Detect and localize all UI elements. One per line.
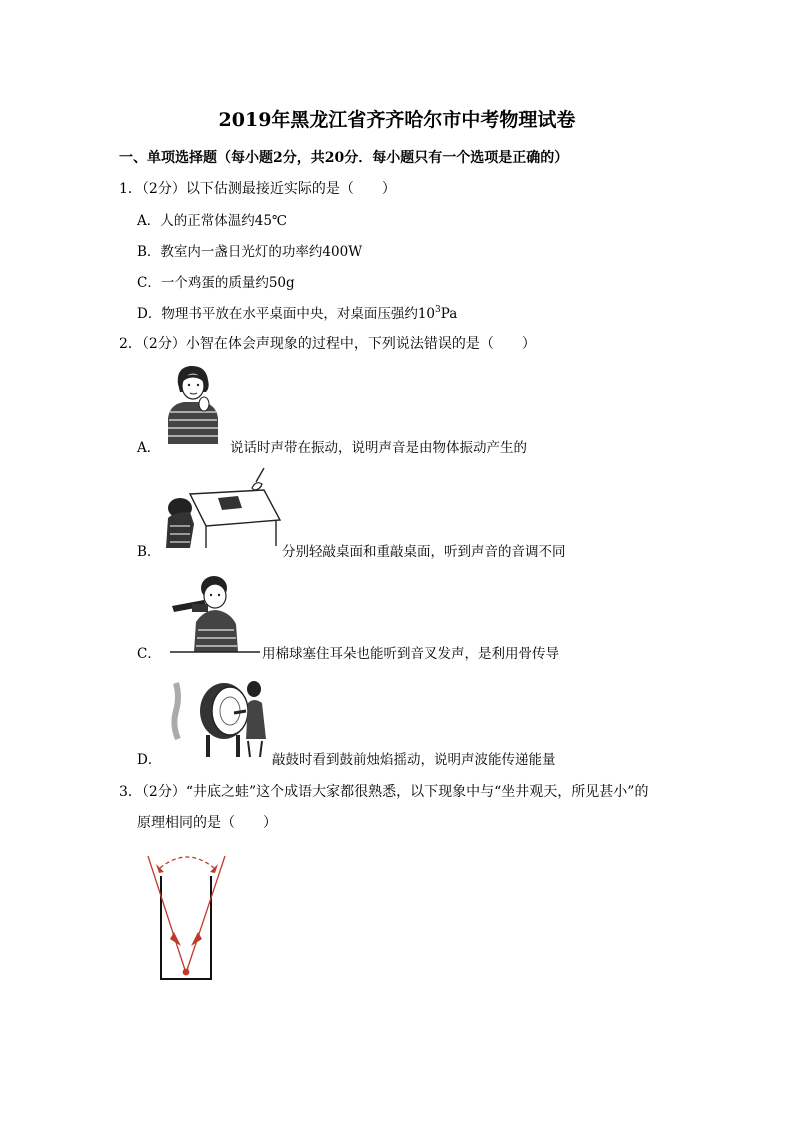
question-2-option-a-text: 说话时声带在振动，说明声音是由物体振动产生的: [230, 440, 527, 456]
question-1-option-d: D．物理书平放在水平桌面中央，对桌面压强约$10^3Pa$: [137, 305, 458, 322]
question-2-option-c-letter: C．: [137, 646, 161, 662]
question-2-stem: 2．（2分）小智在体会声现象的过程中，下列说法错误的是（ ）: [119, 336, 536, 352]
section-heading: 一、单项选择题（每小题2分，共20分．每小题只有一个选项是正确的）: [119, 150, 569, 166]
question-2-option-c-text: 用棉球塞住耳朵也能听到音叉发声，是利用骨传导: [262, 646, 559, 662]
drum-candle-figure: [162, 677, 272, 759]
page-title: 2019年黑龙江省齐齐哈尔市中考物理试卷: [218, 109, 576, 131]
question-2-option-d-text: 敲鼓时看到鼓前烛焰摇动，说明声波能传递能量: [272, 752, 556, 768]
question-2-option-d-letter: D．: [137, 752, 162, 768]
question-2-option-a-letter: A．: [137, 440, 161, 456]
exponent: 3: [435, 305, 441, 315]
desk-knocking-figure: [160, 468, 282, 550]
question-2-option-b-text: 分别轻敲桌面和重敲桌面，听到声音的音调不同: [282, 544, 566, 560]
question-3-stem-line-1: 3．（2分）“井底之蛙”这个成语大家都很熟悉，以下现象中与“坐井观天，所见甚小”的: [119, 784, 649, 800]
question-1-option-a: A．人的正常体温约45℃: [137, 213, 288, 229]
question-1-option-c: C．一个鸡蛋的质量约50g: [137, 275, 295, 291]
tuning-fork-figure: [170, 570, 260, 654]
question-3-stem-line-2: 原理相同的是（ ）: [137, 815, 277, 831]
well-view-diagram: [140, 848, 240, 982]
question-2-option-b-letter: B．: [137, 544, 161, 560]
speaking-person-figure: [160, 362, 230, 446]
question-1-stem: 1．（2分）以下估测最接近实际的是（ ）: [119, 181, 396, 197]
question-1-option-b: B．教室内一盏日光灯的功率约400W: [137, 244, 363, 260]
